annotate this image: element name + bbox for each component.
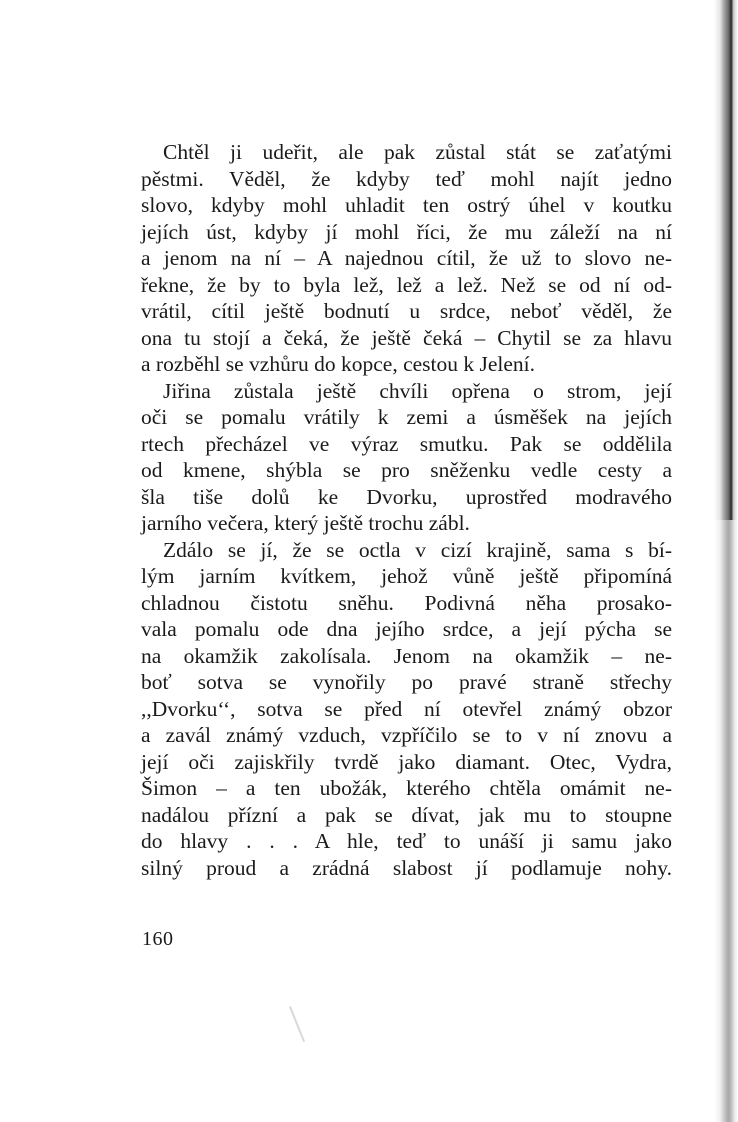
text-line: chladnou čistotu sněhu. Podivná něha prosako- <box>141 590 672 615</box>
text-line: nadálou přízní a pak se dívat, jak mu to stoupne <box>141 802 672 827</box>
text-line: šla tiše dolů ke Dvorku, uprostřed modravého <box>141 484 672 509</box>
text-line: jarního večera, který ještě trochu zábl. <box>141 511 470 535</box>
text-line: ,,Dvorku‘‘, sotva se před ní otevřel známý obzor <box>141 696 672 721</box>
pencil-mark <box>289 1006 305 1042</box>
text-line: do hlavy . . . A hle, teď to unáší ji samu jako <box>141 829 672 853</box>
text-line: a zavál známý vzduch, vzpříčilo se to v ní znovu a <box>141 723 672 747</box>
text-line: ona tu stojí a čeká, že ještě čeká – Chytil se za hlavu <box>141 325 672 350</box>
text-line: vrátil, cítil ještě bodnutí u srdce, neboť věděl, že <box>141 299 672 323</box>
text-line: boť sotva se vynořily po pravé straně střechy <box>141 670 672 694</box>
text-line: Šimon – a ten ubožák, kterého chtěla omámit ne- <box>141 776 672 800</box>
book-spine-shadow-lower <box>714 520 738 1122</box>
text-line: silný proud a zrádná slabost jí podlamuje nohy. <box>141 855 672 880</box>
text-line: její oči zajiskřily tvrdě jako diamant. Otec, Vydra, <box>141 749 672 774</box>
text-line: a rozběhl se vzhůru do kopce, cestou k Jelení. <box>141 352 536 376</box>
text-line: od kmene, shýbla se pro sněženku vedle cesty a <box>141 458 672 482</box>
text-line: slovo, kdyby mohl uhladit ten ostrý úhel v koutku <box>141 193 672 217</box>
text-line: Zdálo se jí, že se octla v cizí krajině, sama s bí- <box>163 537 672 562</box>
text-line: lým jarním kvítkem, jehož vůně ještě připomíná <box>141 564 672 588</box>
text-line: pěstmi. Věděl, že kdyby teď mohl najít jedno <box>141 166 672 191</box>
text-line: vala pomalu ode dna jejího srdce, a její pýcha se <box>141 617 672 641</box>
text-line: Jiřina zůstala ještě chvíli opřena o strom, její <box>163 378 672 403</box>
text-line: jejích úst, kdyby jí mohl říci, že mu záleží na ní <box>141 219 672 244</box>
text-line: Chtěl ji udeřit, ale pak zůstal stát se zaťatými <box>163 140 672 164</box>
text-line: řekne, že by to byla lež, lež a lež. Než se od ní od- <box>141 272 672 297</box>
page-number: 160 <box>142 928 174 950</box>
text-line: oči se pomalu vrátily k zemi a úsměšek na jejích <box>141 405 672 429</box>
text-line: rtech přecházel ve výraz smutku. Pak se oddělila <box>141 431 672 456</box>
text-line: na okamžik zakolísala. Jenom na okamžik – ne- <box>141 643 672 668</box>
body-text <box>141 139 672 881</box>
text-line: a jenom na ní – A najednou cítil, že už to slovo ne- <box>141 246 672 270</box>
